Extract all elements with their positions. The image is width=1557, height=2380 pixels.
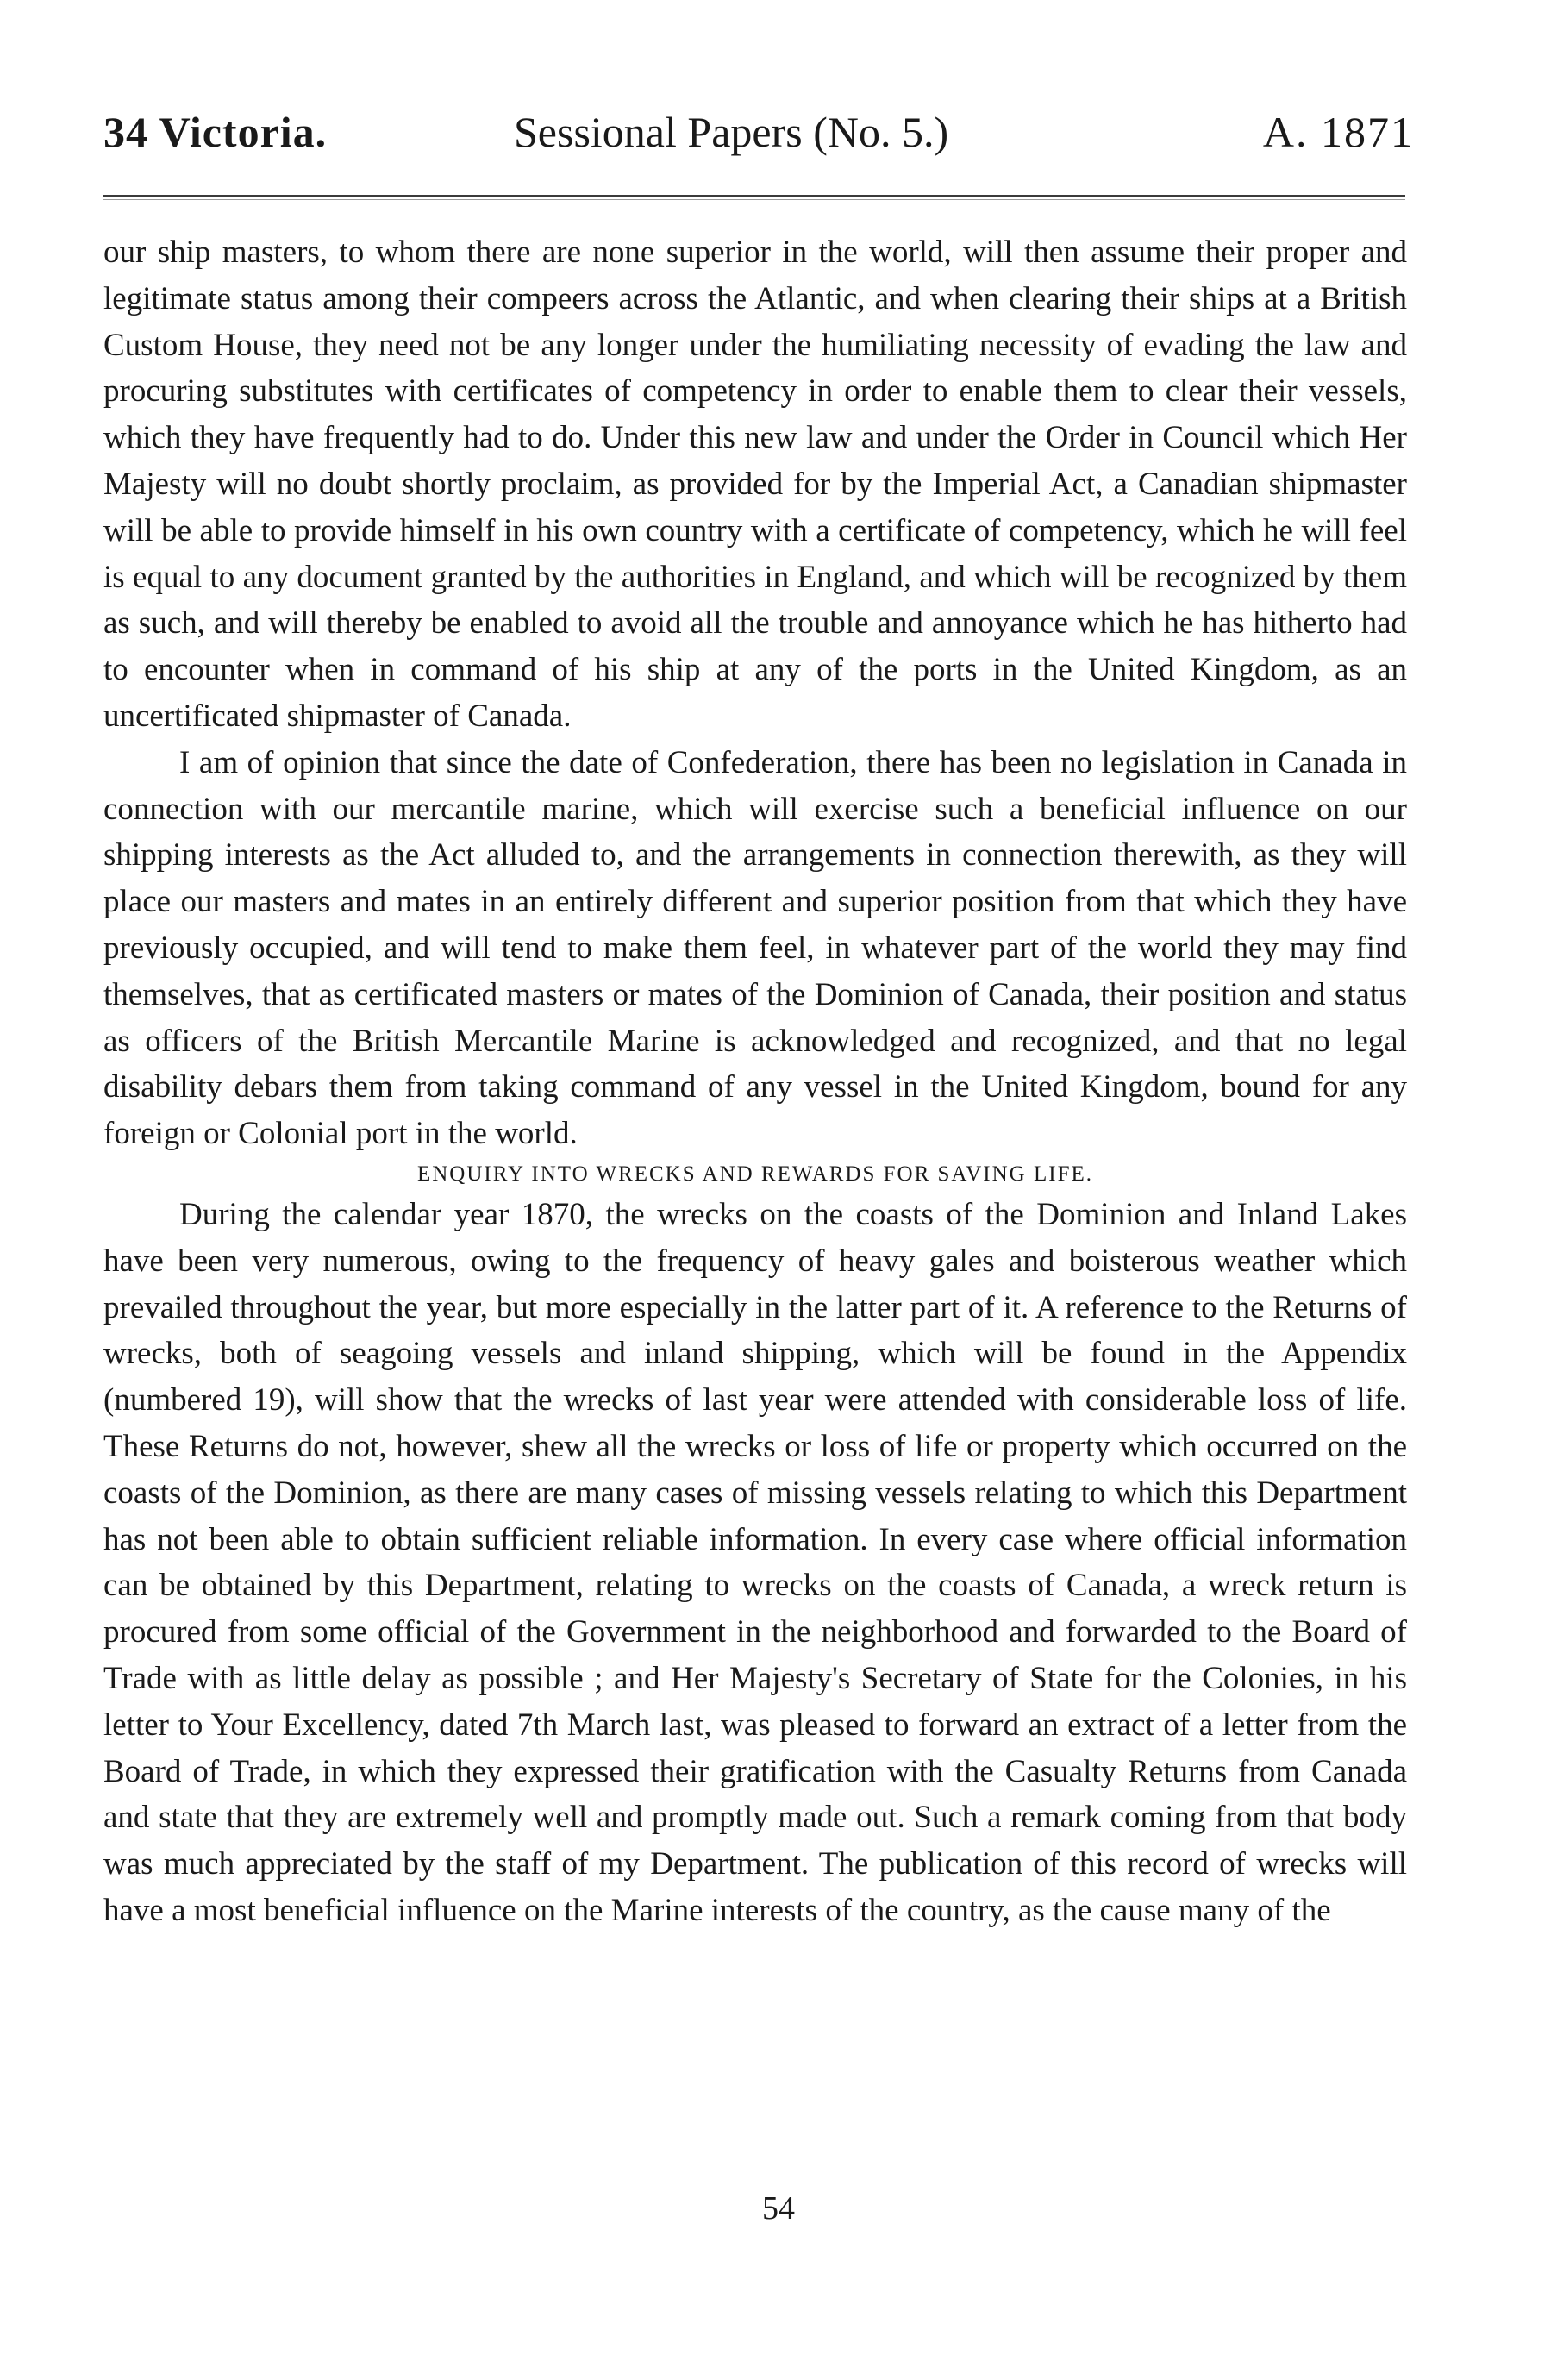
header-volume: 34 Victoria. xyxy=(103,108,328,156)
page-number: 54 xyxy=(762,2190,795,2227)
header-title: Sessional Papers (No. 5.) xyxy=(514,108,949,156)
header-rule xyxy=(103,195,1405,200)
section-heading: ENQUIRY INTO WRECKS AND REWARDS FOR SAVING LIFE. xyxy=(416,1162,1094,1186)
body-text xyxy=(103,229,1407,1934)
header-year: A. 1871 xyxy=(1262,108,1414,156)
paragraph-wrecks: During the calendar year 1870, the wrecks on the coasts of the Dominion and Inland Lakes have been very numerous, owing to the frequency of heavy gales and boisterous weather which prevailed throughout the year, but more especially in the latter part of it. A reference to the Returns of wrecks, both of seagoing vessels and inland shipping, which will be found in the Appendix (numbered 19), will show that the wrecks of last year were attended with considerable loss of life. These Returns do not, however, shew all the wrecks or loss of life or property which occurred on the coasts of the Dominion, as there are many cases of missing vessels relating to which this Department has not been able to obtain sufficient reliable information. In every case where official information can be obtained by this Department, relating to wrecks on the coasts of Canada, a wreck return is procured from some official of the Government in the neighborhood and forwarded to the Board of Trade with as little delay as possible ; and Her Majesty's Secretary of State for the Colonies, in his letter to Your Excellency, dated 7th March last, was pleased to forward an extract of a letter from the Board of Trade, in which they expressed their gratification with the Casualty Returns from Canada and state that they are extremely well and promptly made out. Such a remark coming from that body was much appreciated by the staff of my Department. The publication of this record of wrecks will have a most beneficial influence on the Marine interests of the country, as the cause many of the xyxy=(103,1196,1407,1928)
running-header xyxy=(103,102,1414,162)
paragraph-continuation: our ship masters, to whom there are none superior in the world, will then assume their proper and legitimate status among their compeers across the Atlantic, and when clearing their ships at a British Custom House, they need not be any longer under the humiliating necessity of evading the law and procuring substitutes with certificates of competency in order to enable them to clear their vessels, which they have frequently had to do. Under this new law and under the Order in Council which Her Majesty will no doubt shortly proclaim, as provided for by the Imperial Act, a Canadian shipmaster will be able to provide himself in his own country with a certificate of competency, which he will feel is equal to any document granted by the authorities in England, and which will be recognized by them as such, and will thereby be enabled to avoid all the trouble and annoyance which he has hitherto had to encounter when in command of his ship at any of the ports in the United Kingdom, as an uncertificated shipmaster of Canada. xyxy=(103,235,1407,734)
paragraph-opinion: I am of opinion that since the date of Confederation, there has been no legislation in Canada in connection with our mercantile marine, which will exercise such a beneficial influence on our shipping interests as the Act alluded to, and the arrangements in connection therewith, as they will place our masters and mates in an entirely different and superior position from that which they have previously occupied, and will tend to make them feel, in whatever part of the world they may find themselves, that as certificated masters or mates of the Dominion of Canada, their position and status as officers of the British Mercantile Marine is acknowledged and recognized, and that no legal disability debars them from taking command of any vessel in the United Kingdom, bound for any foreign or Colonial port in the world. xyxy=(103,744,1407,1152)
